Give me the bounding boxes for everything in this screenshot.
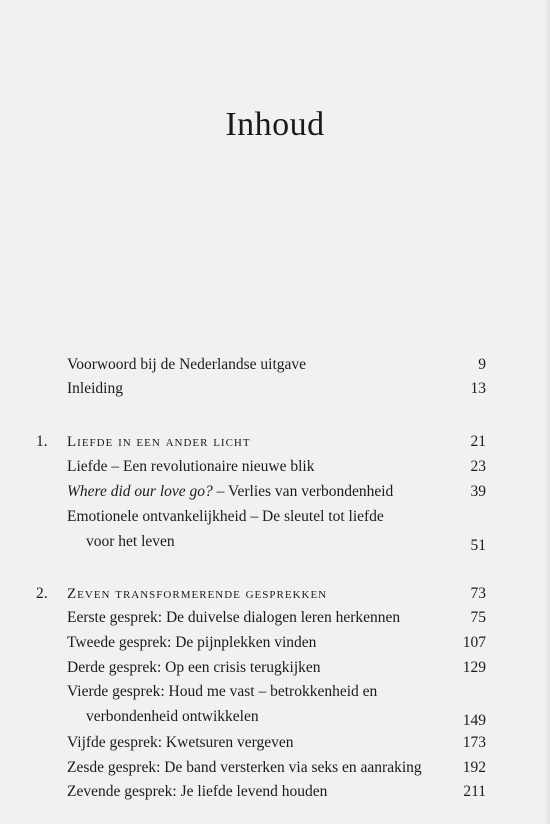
toc-page-number: 149 bbox=[462, 712, 486, 729]
toc-page-number: 51 bbox=[470, 537, 486, 554]
chapter-number: 1. bbox=[36, 433, 48, 450]
chapter-title: Zeven transformerende gesprekken bbox=[67, 586, 328, 602]
toc-page-number: 9 bbox=[478, 356, 486, 373]
toc-entry-label: Eerste gesprek: De duivelse dialogen leren herkennen bbox=[67, 609, 401, 626]
toc-entry-label: Vijfde gesprek: Kwetsuren vergeven bbox=[67, 734, 294, 751]
toc-entry-continuation[interactable] bbox=[0, 705, 550, 729]
toc-entry-label-continuation: verbondenheid ontwikkelen bbox=[86, 708, 259, 725]
toc-entry-label bbox=[67, 480, 393, 504]
toc-page-number: 211 bbox=[463, 783, 486, 800]
toc-chapter-2[interactable] bbox=[0, 582, 550, 606]
toc-page-number: 75 bbox=[470, 609, 486, 626]
toc-entry-label: Liefde – Een revolutionaire nieuwe blik bbox=[67, 458, 315, 475]
toc-entry-label: Zevende gesprek: Je liefde levend houden bbox=[67, 783, 328, 800]
chapter-title: Liefde in een ander licht bbox=[67, 434, 251, 450]
toc-entry-label: Voorwoord bij de Nederlandse uitgave bbox=[67, 356, 307, 373]
toc-entry-label: Zesde gesprek: De band versterken via seks en aanraking bbox=[67, 759, 422, 776]
toc-entry-inleiding[interactable] bbox=[0, 377, 550, 401]
toc-entry[interactable] bbox=[0, 656, 550, 680]
toc-page-number: 13 bbox=[470, 380, 486, 397]
chapter-number: 2. bbox=[36, 585, 48, 602]
page-title: Inhoud bbox=[225, 106, 325, 143]
toc-entry-label: Tweede gesprek: De pijnplekken vinden bbox=[67, 634, 317, 651]
toc-entry-label: Emotionele ontvankelijkheid – De sleutel tot liefde bbox=[67, 508, 384, 525]
toc-page-number: 39 bbox=[470, 483, 486, 500]
toc-entry[interactable] bbox=[0, 606, 550, 630]
toc-page-number: 192 bbox=[462, 759, 486, 776]
toc-entry[interactable] bbox=[0, 780, 550, 804]
toc-page-number: 21 bbox=[470, 433, 486, 450]
toc-entry-label-rest: – Verlies van verbondenheid bbox=[212, 483, 394, 500]
toc-page-number: 107 bbox=[462, 634, 486, 651]
toc-page-number: 23 bbox=[470, 458, 486, 475]
toc-entry-label-continuation: voor het leven bbox=[86, 533, 175, 550]
toc-page-number: 173 bbox=[462, 734, 486, 751]
toc-entry-label-italic: Where did our love go? bbox=[67, 483, 213, 500]
toc-entry[interactable] bbox=[0, 480, 550, 504]
toc-entry-continuation[interactable] bbox=[0, 530, 550, 554]
toc-entry-label: Derde gesprek: Op een crisis terugkijken bbox=[67, 659, 321, 676]
toc-entry[interactable] bbox=[0, 731, 550, 755]
toc-entry[interactable] bbox=[0, 631, 550, 655]
toc-chapter-1[interactable] bbox=[0, 430, 550, 454]
toc-entry[interactable] bbox=[0, 680, 550, 704]
toc-entry-label: Vierde gesprek: Houd me vast – betrokkenheid en bbox=[67, 683, 378, 700]
toc-page-number: 73 bbox=[470, 585, 486, 602]
toc-entry-voorwoord[interactable] bbox=[0, 353, 550, 377]
toc-entry[interactable] bbox=[0, 505, 550, 529]
toc-entry[interactable] bbox=[0, 455, 550, 479]
toc-entry[interactable] bbox=[0, 756, 550, 780]
toc-entry-label: Inleiding bbox=[67, 380, 123, 397]
toc-page-number: 129 bbox=[462, 659, 486, 676]
